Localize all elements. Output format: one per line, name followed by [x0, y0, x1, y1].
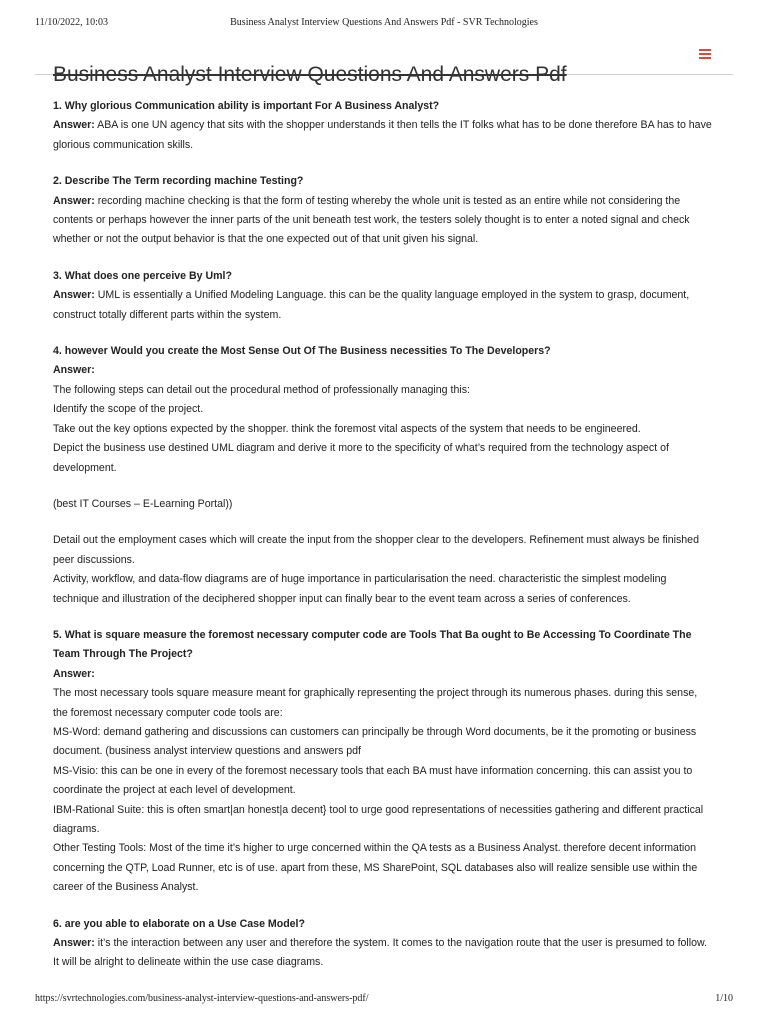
answer-label: Answer: [53, 194, 95, 207]
answer-4-step-5: Activity, workflow, and data-flow diagrams are of huge importance in particularisation the need. characteristic the simplest modeling technique and illustration of the deciphered shopper input can finally bear to the event team across a series of conferences. [53, 573, 667, 605]
answer-3 [53, 286, 713, 325]
print-doc-title: Business Analyst Interview Questions And Answers Pdf - SVR Technologies [230, 17, 538, 28]
answer-3-text: UML is essentially a Unified Modeling Language. this can be the quality language employed in the system to grasp, document, construct totally different parts within the system. [53, 289, 690, 321]
answer-5-tool-1: MS-Word: demand gathering and discussions can customers can principally be through Word documents, be it the promoting or business document. (business analyst interview questions and answers pdf [53, 725, 697, 758]
answer-label: Answer: [53, 289, 95, 302]
answer-1-text: ABA is one UN agency that sits with the shopper understands it then tells the IT folks what has to be done therefore BA has to have glorious communication skills. [53, 119, 712, 151]
qa-item-2 [53, 172, 713, 250]
answer-label: Answer: [53, 364, 95, 377]
hamburger-menu-icon[interactable] [699, 49, 711, 59]
answer-label: Answer: [53, 667, 95, 680]
answer-2-text: recording machine checking is that the form of testing whereby the whole unit is tested as an entire while not considering the contents or perhaps however the inner parts of the unit beneath test work, the testers solely thought is to enter a noted signal and check whether or not the output behavior is that the one expected out of that unit given his signal. [53, 194, 690, 246]
print-footer [35, 993, 733, 1007]
answer-5-tool-3: IBM-Rational Suite: this is often smart|an honest|a decent} tool to urge good representations of necessities gathering and different practical diagrams. [53, 803, 704, 835]
question-3: 3. What does one perceive By Uml? [53, 269, 232, 282]
answer-4-intro: The following steps can detail out the procedural method of professionally managing this: [53, 383, 470, 396]
answer-4-step-4: Detail out the employment cases which will create the input from the shopper clear to the developers. Refinement must always be finished peer discussions. [53, 534, 699, 566]
qa-item-5 [53, 626, 713, 898]
answer-4-step-2: Take out the key options expected by the shopper. think the foremost vital aspects of the system that needs to be engineered. [53, 422, 641, 435]
print-header [35, 17, 733, 31]
answer-4-step-1: Identify the scope of the project. [53, 403, 204, 416]
qa-item-1 [53, 97, 713, 155]
question-4: 4. however Would you create the Most Sense Out Of The Business necessities To The Developers? [53, 345, 551, 358]
answer-4-step-3: Depict the business use destined UML diagram and derive it more to the specificity of what’s required from the technology aspect of development. [53, 442, 669, 474]
answer-5-tool-4: Other Testing Tools: Most of the time it’s higher to urge concerned within the QA tests as a Business Analyst. therefore decent information concerning the QTP, Load Runner, etc is of use. apart from these, MS SharePoint, SQL databases also will realize sensible use within the career of the Business Analyst. [53, 842, 698, 894]
qa-item-3 [53, 267, 713, 325]
answer-label: Answer: [53, 119, 95, 132]
answer-label: Answer: [53, 937, 95, 950]
page-title: Business Analyst Interview Questions And Answers Pdf [53, 63, 567, 86]
article-body [53, 97, 713, 990]
print-date: 11/10/2022, 10:03 [35, 17, 108, 28]
promo-text: (best IT Courses – E-Learning Portal)) [53, 497, 233, 510]
answer-6 [53, 934, 713, 973]
print-url: https://svrtechnologies.com/business-analyst-interview-questions-and-answers-pdf/ [35, 993, 369, 1004]
page-number: 1/10 [715, 993, 733, 1004]
question-6: 6. are you able to elaborate on a Use Case Model? [53, 917, 305, 930]
question-2: 2. Describe The Term recording machine Testing? [53, 175, 304, 188]
qa-item-6 [53, 915, 713, 973]
answer-5-tool-2: MS-Visio: this can be one in every of the foremost necessary tools that each BA must have information concerning. this can assist you to coordinate the project at each level of development. [53, 764, 693, 797]
question-5: 5. What is square measure the foremost necessary computer code are Tools That Ba ought to Be Accessing To Coordinate The Team Through The Project? [53, 628, 692, 661]
answer-1 [53, 116, 713, 155]
answer-6-text: it’s the interaction between any user and therefore the system. It comes to the navigation route that the user is presumed to follow. It will be alright to delineate within the use case diagrams. [53, 937, 708, 969]
qa-item-4 [53, 342, 713, 609]
question-1: 1. Why glorious Communication ability is important For A Business Analyst? [53, 100, 440, 112]
answer-2 [53, 192, 713, 250]
answer-5-intro: The most necessary tools square measure meant for graphically representing the project through its numerous phases. during this sense, the foremost necessary computer code tools are: [53, 687, 698, 719]
